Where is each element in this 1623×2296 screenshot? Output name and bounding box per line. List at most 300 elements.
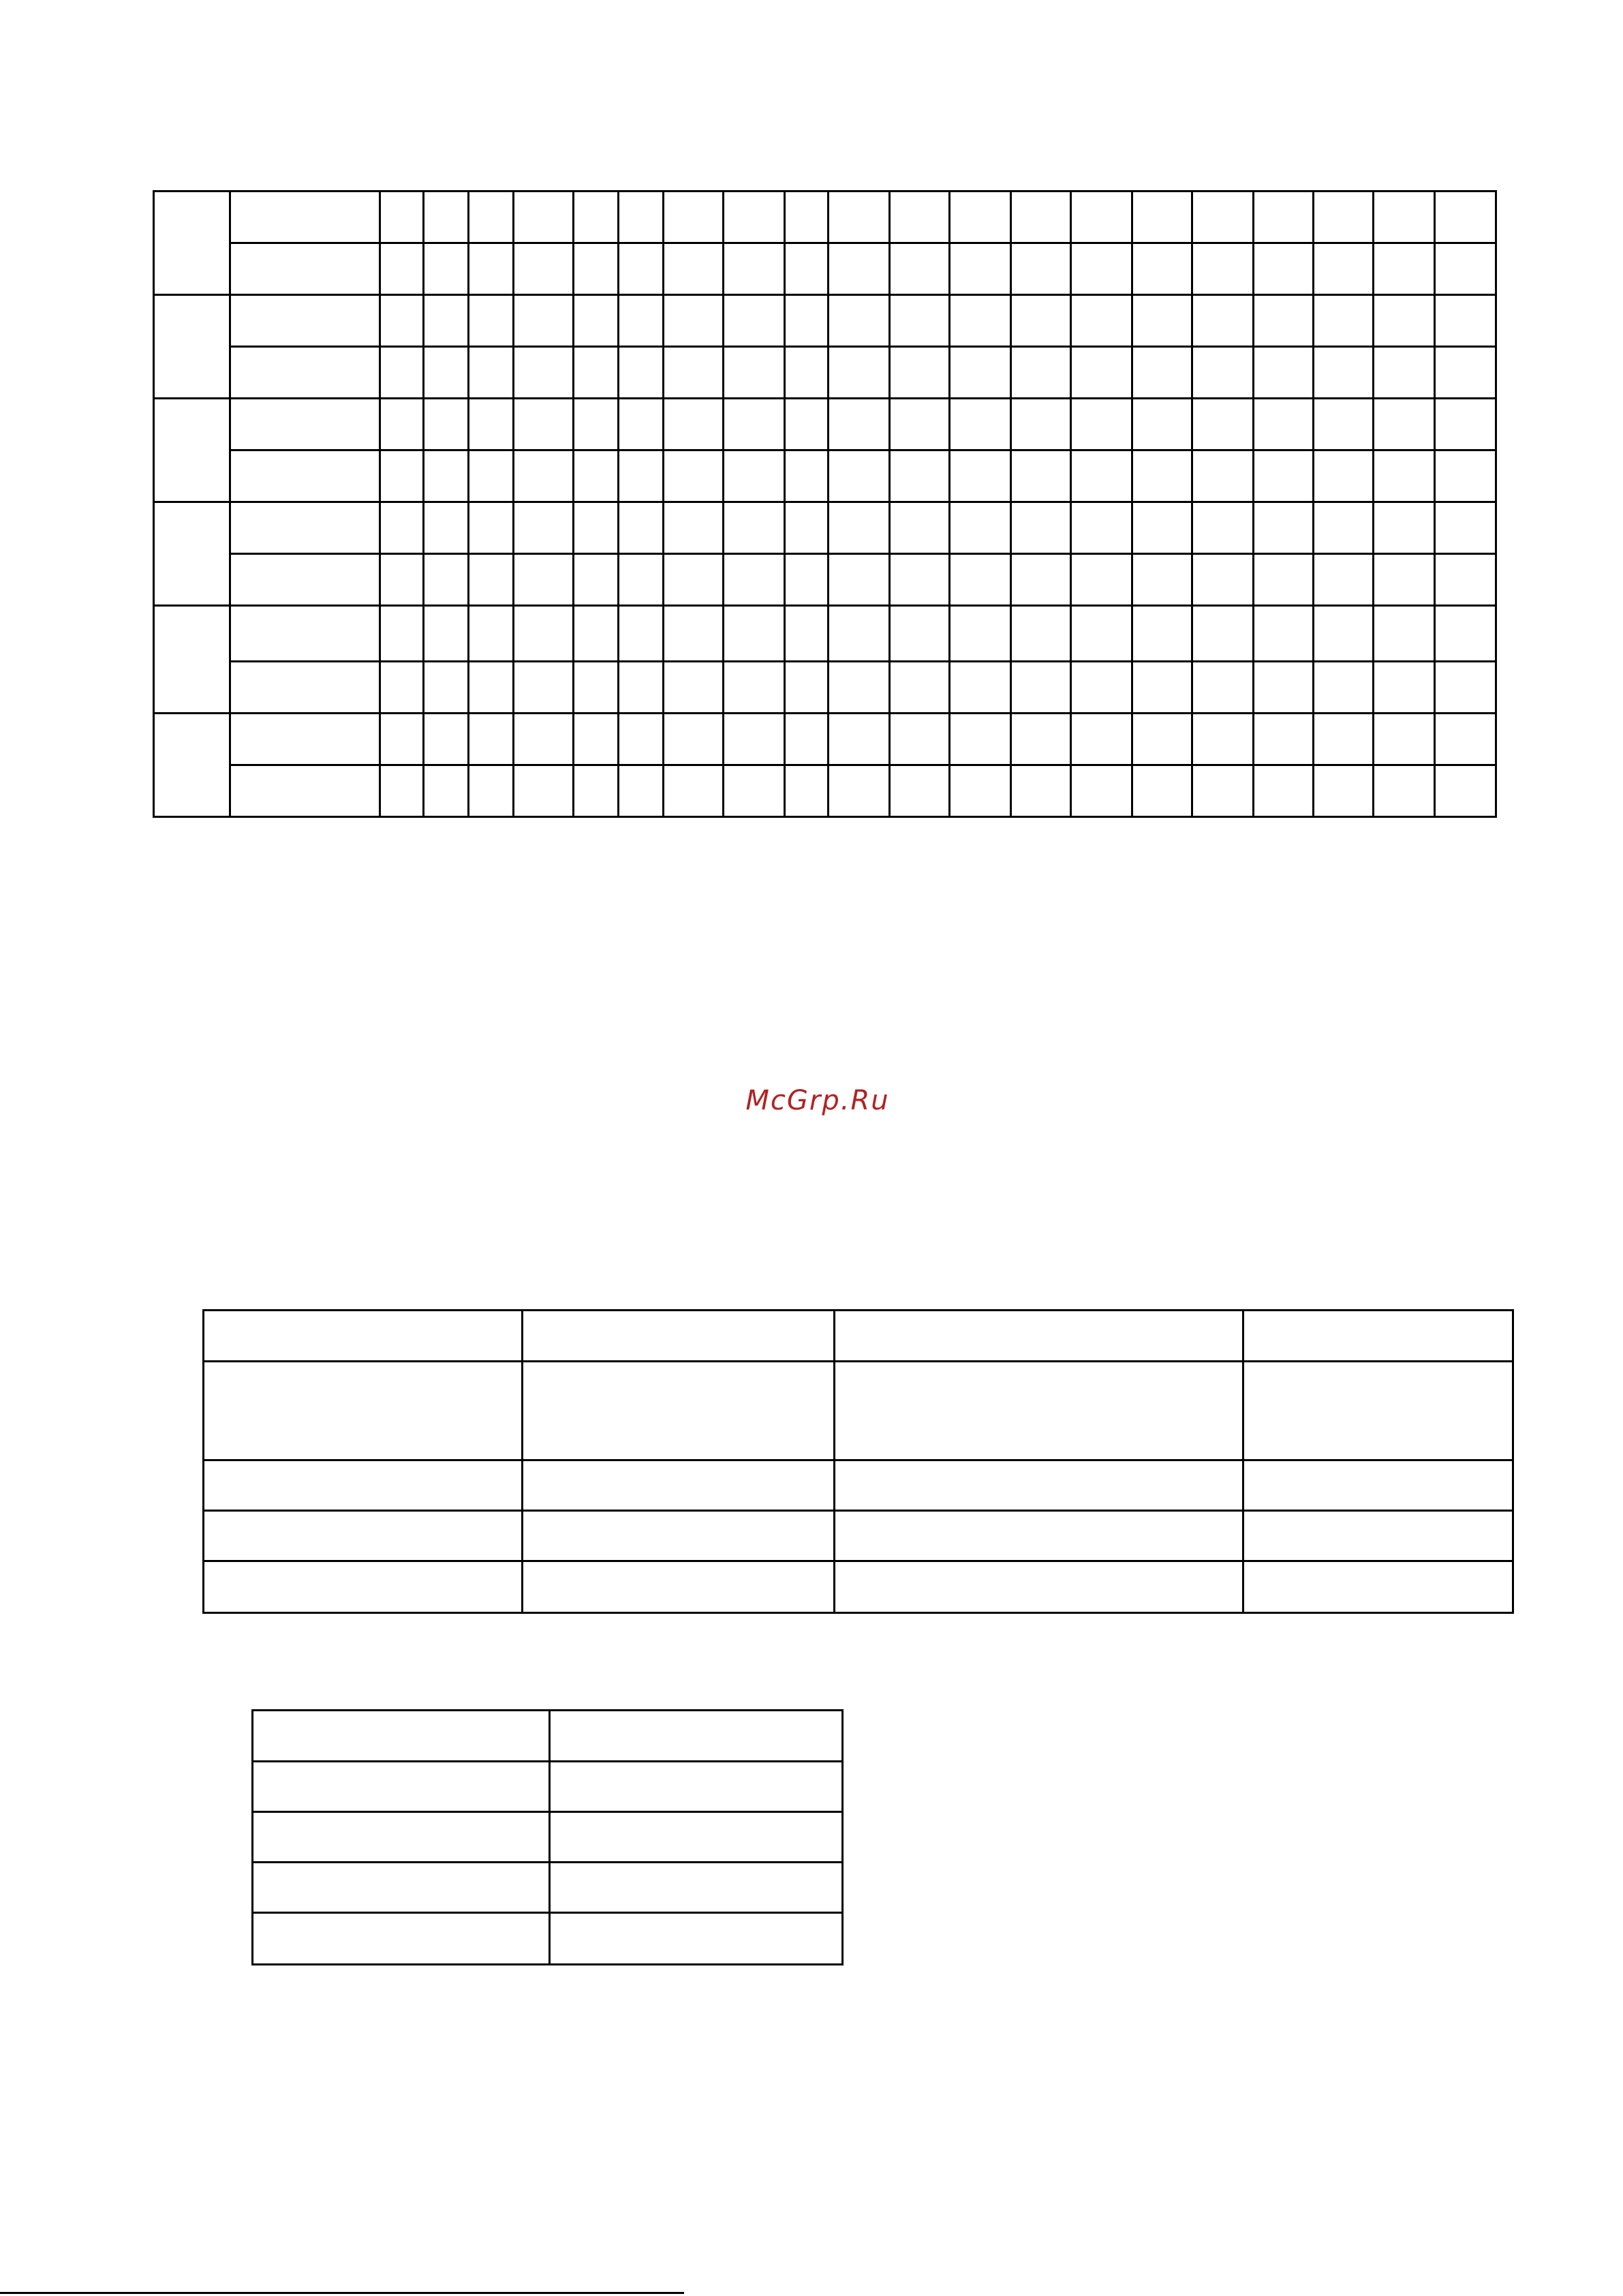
table-cell [724,399,785,450]
table-row [154,347,1496,399]
table-cell [619,765,664,817]
table-cell [664,243,724,295]
table-row [154,295,1496,347]
table-cell [619,192,664,243]
table-cell [950,606,1011,662]
row-label-cell [230,714,380,765]
table-cell [890,714,950,765]
table-cell [514,606,574,662]
row-label-cell [230,502,380,554]
table-cell [574,765,619,817]
table-cell [424,295,469,347]
table-cell [1314,502,1374,554]
table-cell [1011,450,1071,502]
table-row [154,765,1496,817]
table-cell [574,399,619,450]
group-label-cell [154,606,230,714]
table-cell [1314,399,1374,450]
table-cell [619,662,664,714]
table-cell [1314,347,1374,399]
table-cell [1314,243,1374,295]
table-cell [380,554,424,606]
table-cell [204,1511,523,1561]
table-cell [950,295,1011,347]
table-cell [835,1561,1243,1613]
table-cell [514,347,574,399]
table-cell [1011,606,1071,662]
table-cell [514,502,574,554]
table-cell [469,554,514,606]
table-cell [664,502,724,554]
table-cell [1374,714,1435,765]
table-cell [1374,399,1435,450]
table-cell [253,1863,550,1913]
group-label-cell [154,192,230,295]
table-row [253,1711,843,1762]
table-cell [550,1913,843,1965]
table-cell [550,1863,843,1913]
table-cell [1071,243,1132,295]
table-cell [1192,192,1254,243]
table-cell [1132,450,1192,502]
table-row [253,1812,843,1863]
table-cell [619,554,664,606]
table-cell [1132,606,1192,662]
table-cell [380,295,424,347]
table-cell [1071,192,1132,243]
table-cell [1254,714,1314,765]
group-label-cell [154,399,230,502]
table-cell [1132,243,1192,295]
table-cell [1374,502,1435,554]
table-cell [380,347,424,399]
table-cell [785,554,829,606]
table-cell [523,1460,835,1511]
table-cell [1192,714,1254,765]
table-cell [950,192,1011,243]
table-cell [829,243,890,295]
table-cell [469,450,514,502]
table-cell [785,243,829,295]
table-cell [1011,765,1071,817]
table-cell [785,662,829,714]
table-cell [950,662,1011,714]
table-cell [619,714,664,765]
table-cell [204,1362,523,1460]
table-cell [574,347,619,399]
table-cell [1192,662,1254,714]
table-cell [1071,450,1132,502]
table-cell [469,606,514,662]
table-cell [829,714,890,765]
table-cell [1071,399,1132,450]
table-cell [1132,347,1192,399]
table-cell [380,450,424,502]
table-cell [1435,399,1496,450]
table-cell [950,714,1011,765]
table-cell [724,765,785,817]
table-cell [1011,295,1071,347]
row-label-cell [230,662,380,714]
row-label-cell [230,192,380,243]
table-cell [1374,554,1435,606]
table-row [154,662,1496,714]
row-label-cell [230,606,380,662]
table-cell [1192,450,1254,502]
row-label-cell [230,295,380,347]
table-cell [469,765,514,817]
table-cell [1314,662,1374,714]
table-cell [1132,554,1192,606]
table-row [154,192,1496,243]
table-cell [724,662,785,714]
table-cell [574,243,619,295]
table-cell [469,662,514,714]
table-cell [785,295,829,347]
table-cell [1132,765,1192,817]
table-cell [574,450,619,502]
table-cell [950,399,1011,450]
table-cell [785,502,829,554]
row-label-cell [230,399,380,450]
table-cell [1071,662,1132,714]
table-cell [1071,714,1132,765]
table-row [204,1311,1513,1362]
table-cell [785,714,829,765]
table-cell [469,347,514,399]
table-cell [469,192,514,243]
table-cell [514,399,574,450]
table-cell [253,1913,550,1965]
table-cell [664,450,724,502]
table-cell [514,554,574,606]
table-cell [1192,554,1254,606]
table-cell [1243,1460,1513,1511]
table-cell [1132,192,1192,243]
table-cell [829,765,890,817]
footnote-separator [0,2292,684,2294]
table-cell [424,662,469,714]
table-cell [1011,347,1071,399]
table-row [154,554,1496,606]
watermark-text: McGrp.Ru [745,1085,890,1116]
table-cell [514,450,574,502]
table-row [154,502,1496,554]
table-cell [1314,765,1374,817]
table-cell [1254,243,1314,295]
table-cell [619,450,664,502]
table-cell [724,714,785,765]
table-cell [664,606,724,662]
table-cell [1254,606,1314,662]
table-cell [664,662,724,714]
table-cell [890,502,950,554]
middle-table [202,1309,1512,1612]
table-cell [1435,450,1496,502]
table-cell [523,1362,835,1460]
table-cell [664,714,724,765]
table-cell [785,192,829,243]
table-cell [1254,399,1314,450]
table-cell [1435,295,1496,347]
table-cell [424,606,469,662]
table-cell [1011,192,1071,243]
table-cell [469,399,514,450]
row-label-cell [230,450,380,502]
table-cell [1374,192,1435,243]
table-cell [380,399,424,450]
table-cell [1314,192,1374,243]
table-cell [1192,295,1254,347]
table-cell [550,1762,843,1812]
table-cell [950,450,1011,502]
table-row [204,1511,1513,1561]
table-cell [785,399,829,450]
table-cell [1254,502,1314,554]
table-cell [424,347,469,399]
row-label-cell [230,347,380,399]
table-cell [829,295,890,347]
table-cell [514,243,574,295]
table-cell [1374,243,1435,295]
table-cell [724,450,785,502]
table-cell [619,502,664,554]
bottom-table [251,1709,841,1963]
table-cell [1132,714,1192,765]
table-cell [380,765,424,817]
table-row [253,1863,843,1913]
table-cell [574,554,619,606]
table-cell [619,243,664,295]
table-cell [890,765,950,817]
table-row [204,1460,1513,1511]
table-cell [514,714,574,765]
table-cell [890,662,950,714]
table-cell [829,554,890,606]
table-cell [380,502,424,554]
table-cell [1435,502,1496,554]
group-label-cell [154,502,230,606]
table-cell [424,765,469,817]
table-cell [514,765,574,817]
table-row [154,606,1496,662]
table-cell [1132,502,1192,554]
table-cell [1192,606,1254,662]
table-cell [469,243,514,295]
table-cell [1435,347,1496,399]
table-cell [785,606,829,662]
table-cell [253,1711,550,1762]
table-cell [1374,295,1435,347]
table-cell [1071,765,1132,817]
table-cell [1011,502,1071,554]
table-cell [574,295,619,347]
table-cell [1435,606,1496,662]
table-row [204,1561,1513,1613]
row-label-cell [230,765,380,817]
table-cell [664,347,724,399]
table-cell [1314,295,1374,347]
table-cell [890,192,950,243]
table-cell [785,347,829,399]
table-cell [514,192,574,243]
table-cell [890,295,950,347]
table-cell [523,1311,835,1362]
table-cell [1435,765,1496,817]
table-cell [890,347,950,399]
table-cell [724,554,785,606]
table-cell [1254,450,1314,502]
table-cell [890,450,950,502]
table-cell [1071,606,1132,662]
table-cell [890,399,950,450]
table-cell [1011,399,1071,450]
table-cell [829,606,890,662]
table-cell [204,1460,523,1511]
table-cell [724,243,785,295]
table-cell [204,1311,523,1362]
table-cell [469,714,514,765]
table-row [253,1762,843,1812]
table-cell [1192,502,1254,554]
table-cell [1435,714,1496,765]
table-cell [950,347,1011,399]
table-cell [1132,662,1192,714]
table-cell [1435,662,1496,714]
table-cell [424,192,469,243]
table-cell [1314,554,1374,606]
table-cell [1314,714,1374,765]
table-cell [829,192,890,243]
table-cell [523,1511,835,1561]
table-row [253,1913,843,1965]
table-cell [1435,243,1496,295]
table-cell [380,662,424,714]
table-cell [1132,295,1192,347]
table-row [154,399,1496,450]
table-cell [1374,450,1435,502]
table-cell [574,714,619,765]
table-cell [950,502,1011,554]
table-cell [619,399,664,450]
table-cell [1374,662,1435,714]
table-cell [724,295,785,347]
table-cell [835,1460,1243,1511]
table-cell [380,714,424,765]
table-cell [829,450,890,502]
table-cell [550,1812,843,1863]
table-cell [1071,554,1132,606]
table-cell [664,192,724,243]
table-cell [724,192,785,243]
table-cell [664,554,724,606]
table-row [154,714,1496,765]
table-cell [253,1812,550,1863]
table-cell [890,606,950,662]
table-cell [523,1561,835,1613]
table-cell [829,399,890,450]
table-cell [829,347,890,399]
table-cell [1132,399,1192,450]
table-cell [469,502,514,554]
table-cell [664,295,724,347]
row-label-cell [230,554,380,606]
table-cell [835,1362,1243,1460]
table-cell [1314,606,1374,662]
table-cell [424,502,469,554]
table-cell [1011,662,1071,714]
table-cell [380,606,424,662]
table-cell [253,1762,550,1812]
table-cell [785,450,829,502]
table-cell [424,243,469,295]
table-cell [204,1561,523,1613]
table-cell [785,765,829,817]
table-cell [469,295,514,347]
table-cell [424,554,469,606]
top-grid-table [153,190,1496,817]
table-row [154,450,1496,502]
group-label-cell [154,714,230,817]
table-cell [724,606,785,662]
table-cell [514,295,574,347]
table-cell [835,1511,1243,1561]
table-cell [664,765,724,817]
table-cell [424,399,469,450]
table-cell [1254,295,1314,347]
row-label-cell [230,243,380,295]
table-cell [574,192,619,243]
table-cell [1254,347,1314,399]
table-cell [1192,765,1254,817]
table-cell [1071,347,1132,399]
table-cell [1314,450,1374,502]
group-label-cell [154,295,230,399]
table-cell [1254,765,1314,817]
table-cell [1011,554,1071,606]
table-cell [664,399,724,450]
table-cell [1243,1511,1513,1561]
table-cell [1435,554,1496,606]
table-cell [1243,1561,1513,1613]
table-cell [1374,765,1435,817]
table-cell [619,295,664,347]
table-row [154,243,1496,295]
table-cell [829,502,890,554]
table-cell [1374,347,1435,399]
table-cell [1435,192,1496,243]
table-cell [380,243,424,295]
table-cell [1254,554,1314,606]
table-cell [1071,295,1132,347]
table-cell [550,1711,843,1762]
table-cell [1192,243,1254,295]
table-cell [724,502,785,554]
table-cell [514,662,574,714]
table-cell [1243,1362,1513,1460]
table-cell [1254,192,1314,243]
table-cell [890,243,950,295]
table-cell [574,606,619,662]
table-cell [1192,399,1254,450]
table-cell [1192,347,1254,399]
table-cell [835,1311,1243,1362]
table-cell [829,662,890,714]
table-cell [574,502,619,554]
table-cell [950,243,1011,295]
table-cell [1071,502,1132,554]
table-cell [380,192,424,243]
